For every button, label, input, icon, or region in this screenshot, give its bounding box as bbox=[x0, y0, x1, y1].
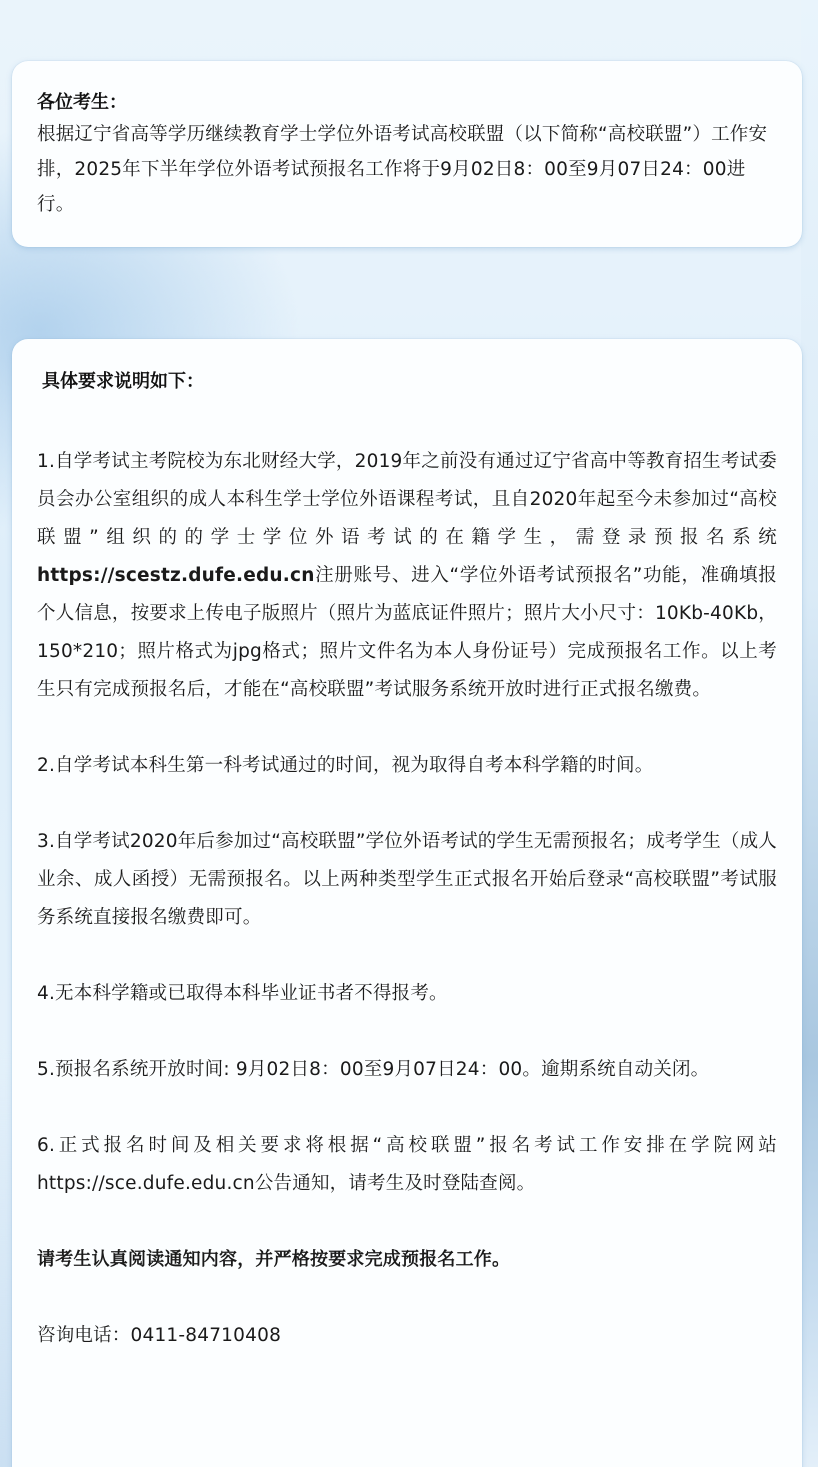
requirements-card bbox=[12, 339, 802, 1467]
notice-intro-card bbox=[12, 61, 802, 247]
requirements-title: 具体要求说明如下： bbox=[42, 371, 204, 392]
college-website-link[interactable]: https://sce.dufe.edu.cn bbox=[37, 1173, 255, 1194]
pre-registration-link[interactable]: https://scestz.dufe.edu.cn bbox=[37, 565, 315, 586]
contact-line bbox=[37, 1317, 777, 1355]
requirement-item-2: 2.自学考试本科生第一科考试通过的时间，视为取得自考本科学籍的时间。 bbox=[37, 755, 654, 776]
contact-phone[interactable]: 0411-84710408 bbox=[130, 1325, 282, 1346]
closing-note: 请考生认真阅读通知内容，并严格按要求完成预报名工作。 bbox=[37, 1249, 511, 1270]
requirement-item-1 bbox=[37, 443, 777, 709]
requirement-6-text-cont: 公告通知，请考生及时登陆查阅。 bbox=[254, 1173, 536, 1194]
requirement-item-3: 3.自学考试2020年后参加过“高校联盟”学位外语考试的学生无需预报名；成考学生（成人业余、成人函授）无需预报名。以上两种类型学生正式报名开始后登录“高校联盟”考试服务系统直接报名缴费即可。 bbox=[37, 831, 778, 928]
requirement-item-5: 5.预报名系统开放时间: 9月02日8：00至9月07日24：00。逾期系统自动关闭。 bbox=[37, 1059, 710, 1080]
intro-paragraph: 根据辽宁省高等学历继续教育学士学位外语考试高校联盟（以下简称“高校联盟”）工作安排，2025年下半年学位外语考试预报名工作将于9月02日8：00至9月07日24：00进行。 bbox=[37, 124, 768, 215]
requirement-item-4: 4.无本科学籍或已取得本科毕业证书者不得报考。 bbox=[37, 983, 448, 1004]
requirement-1-text-cont: 注册账号、进入“学位外语考试预报名”功能，准确填报个人信息，按要求上传电子版照片（照片为蓝底证件照片；照片大小尺寸：10Kb-40Kb，150*210；照片格式为jpg格式；照片文件名为本人身份证号）完成预报名工作。以上考生只有完成预报名后，才能在“高校联盟”考试服务系统开放时进行正式报名缴费。 bbox=[37, 565, 777, 700]
requirement-6-text: 6.正式报名时间及相关要求将根据“高校联盟”报名考试工作安排在学院网站 bbox=[37, 1135, 777, 1156]
page-edge-decoration bbox=[801, 0, 818, 1467]
contact-label: 咨询电话： bbox=[37, 1325, 131, 1346]
requirement-1-text: 1.自学考试主考院校为东北财经大学，2019年之前没有通过辽宁省高中等教育招生考试委员会办公室组织的成人本科生学士学位外语课程考试，且自2020年起至今未参加过“高校联盟”组织的的学士学位外语考试的在籍学生，需登录预报名系统 bbox=[37, 451, 777, 548]
requirement-item-6 bbox=[37, 1127, 777, 1203]
greeting-heading: 各位考生： bbox=[37, 92, 127, 113]
